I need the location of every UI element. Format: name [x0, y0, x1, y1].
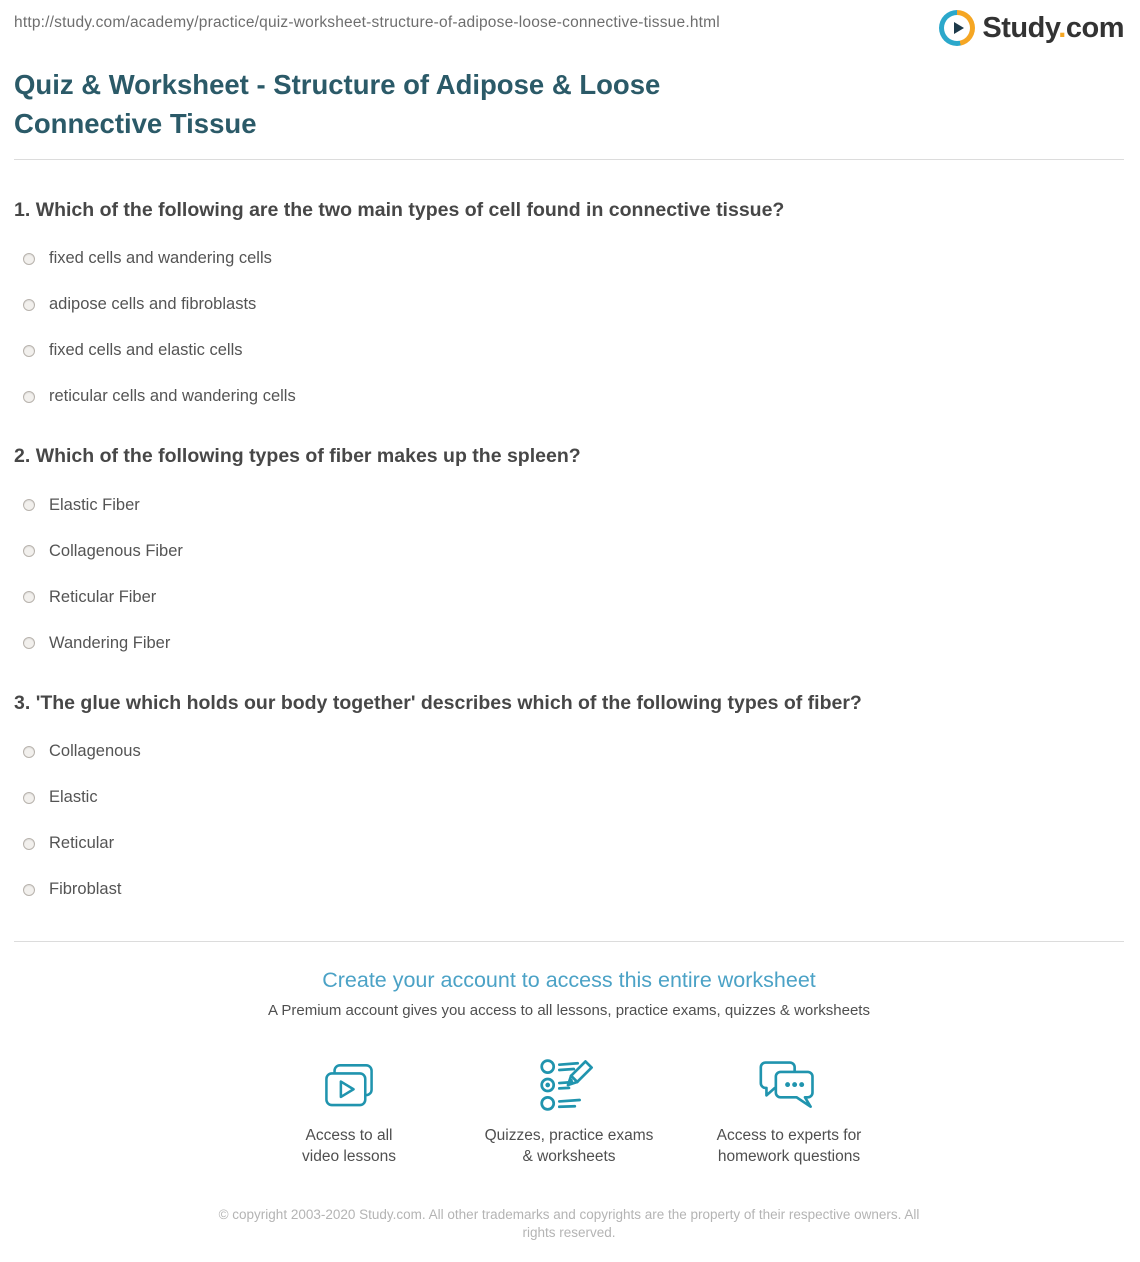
answer-option[interactable] [14, 742, 1124, 761]
answer-option-label[interactable]: Collagenous [49, 742, 141, 761]
answer-option[interactable] [14, 542, 1124, 561]
question-block-3 [14, 691, 1124, 899]
radio-button[interactable] [23, 253, 35, 265]
radio-button[interactable] [23, 499, 35, 511]
answer-option-label[interactable]: Elastic Fiber [49, 495, 140, 514]
study-logo[interactable] [939, 10, 1124, 46]
question-1-heading: 1. Which of the following are the two main types of cell found in connective tissue? [14, 199, 785, 221]
answer-option-label[interactable]: reticular cells and wandering cells [49, 387, 296, 406]
study-logo-play-icon [939, 10, 975, 46]
question-block-1 [14, 198, 1124, 406]
answer-option-label[interactable]: fixed cells and wandering cells [49, 249, 272, 268]
radio-button[interactable] [23, 345, 35, 357]
answer-option[interactable] [14, 387, 1124, 406]
feature-label: Quizzes, practice exams & worksheets [484, 1127, 654, 1166]
answer-option[interactable] [14, 295, 1124, 314]
answer-option-label[interactable]: fixed cells and elastic cells [49, 341, 243, 360]
answer-option[interactable] [14, 834, 1124, 853]
answer-option-label[interactable]: Fibroblast [49, 880, 122, 899]
answer-option[interactable] [14, 880, 1124, 899]
cta-heading: Create your account to access this entire worksheet [322, 968, 816, 993]
radio-button[interactable] [23, 746, 35, 758]
radio-button[interactable] [23, 637, 35, 649]
quizzes-worksheets-icon [539, 1057, 599, 1113]
feature-label: Access to experts for homework questions [716, 1127, 862, 1166]
radio-button[interactable] [23, 299, 35, 311]
title-divider [14, 159, 1124, 160]
radio-button[interactable] [23, 545, 35, 557]
page-title: Quiz & Worksheet - Structure of Adipose & Loose Connective Tissue [14, 69, 661, 139]
feature-label: Access to all video lessons [302, 1127, 396, 1166]
video-lessons-icon [321, 1057, 377, 1113]
radio-button[interactable] [23, 391, 35, 403]
study-logo-text: Study.com [982, 11, 1124, 44]
answer-option-label[interactable]: Collagenous Fiber [49, 541, 183, 560]
answer-option-label[interactable]: Wandering Fiber [49, 633, 171, 652]
cta-section [14, 942, 1124, 1168]
answer-option[interactable] [14, 788, 1124, 807]
answer-option-label[interactable]: adipose cells and fibroblasts [49, 295, 257, 314]
header [14, 10, 1124, 46]
answer-option[interactable] [14, 634, 1124, 653]
radio-button[interactable] [23, 792, 35, 804]
answer-option[interactable] [14, 249, 1124, 268]
page-url: http://study.com/academy/practice/quiz-worksheet-structure-of-adipose-loose-connective-tissue.html [14, 14, 720, 31]
answer-option-label[interactable]: Reticular [49, 834, 115, 853]
feature-quizzes-worksheets [459, 1057, 679, 1168]
answer-option-label[interactable]: Reticular Fiber [49, 587, 157, 606]
feature-video-lessons [239, 1057, 459, 1168]
answer-option[interactable] [14, 496, 1124, 515]
features-row [14, 1057, 1124, 1168]
chat-experts-icon [758, 1057, 820, 1113]
question-3-heading: 3. 'The glue which holds our body together' describes which of the following types of fiber? [14, 691, 862, 714]
cta-subheading: A Premium account gives you access to all lessons, practice exams, quizzes & worksheets [268, 1002, 870, 1020]
answer-option-label[interactable]: Elastic [49, 788, 98, 807]
radio-button[interactable] [23, 591, 35, 603]
answer-option[interactable] [14, 341, 1124, 360]
question-2-heading: 2. Which of the following types of fiber makes up the spleen? [14, 445, 581, 468]
question-block-2 [14, 444, 1124, 652]
copyright-notice: © copyright 2003-2020 Study.com. All other trademarks and copyrights are the property of their respective owners. All rights reserved. [218, 1206, 920, 1241]
radio-button[interactable] [23, 884, 35, 896]
feature-expert-help [679, 1057, 899, 1168]
answer-option[interactable] [14, 588, 1124, 607]
radio-button[interactable] [23, 838, 35, 850]
